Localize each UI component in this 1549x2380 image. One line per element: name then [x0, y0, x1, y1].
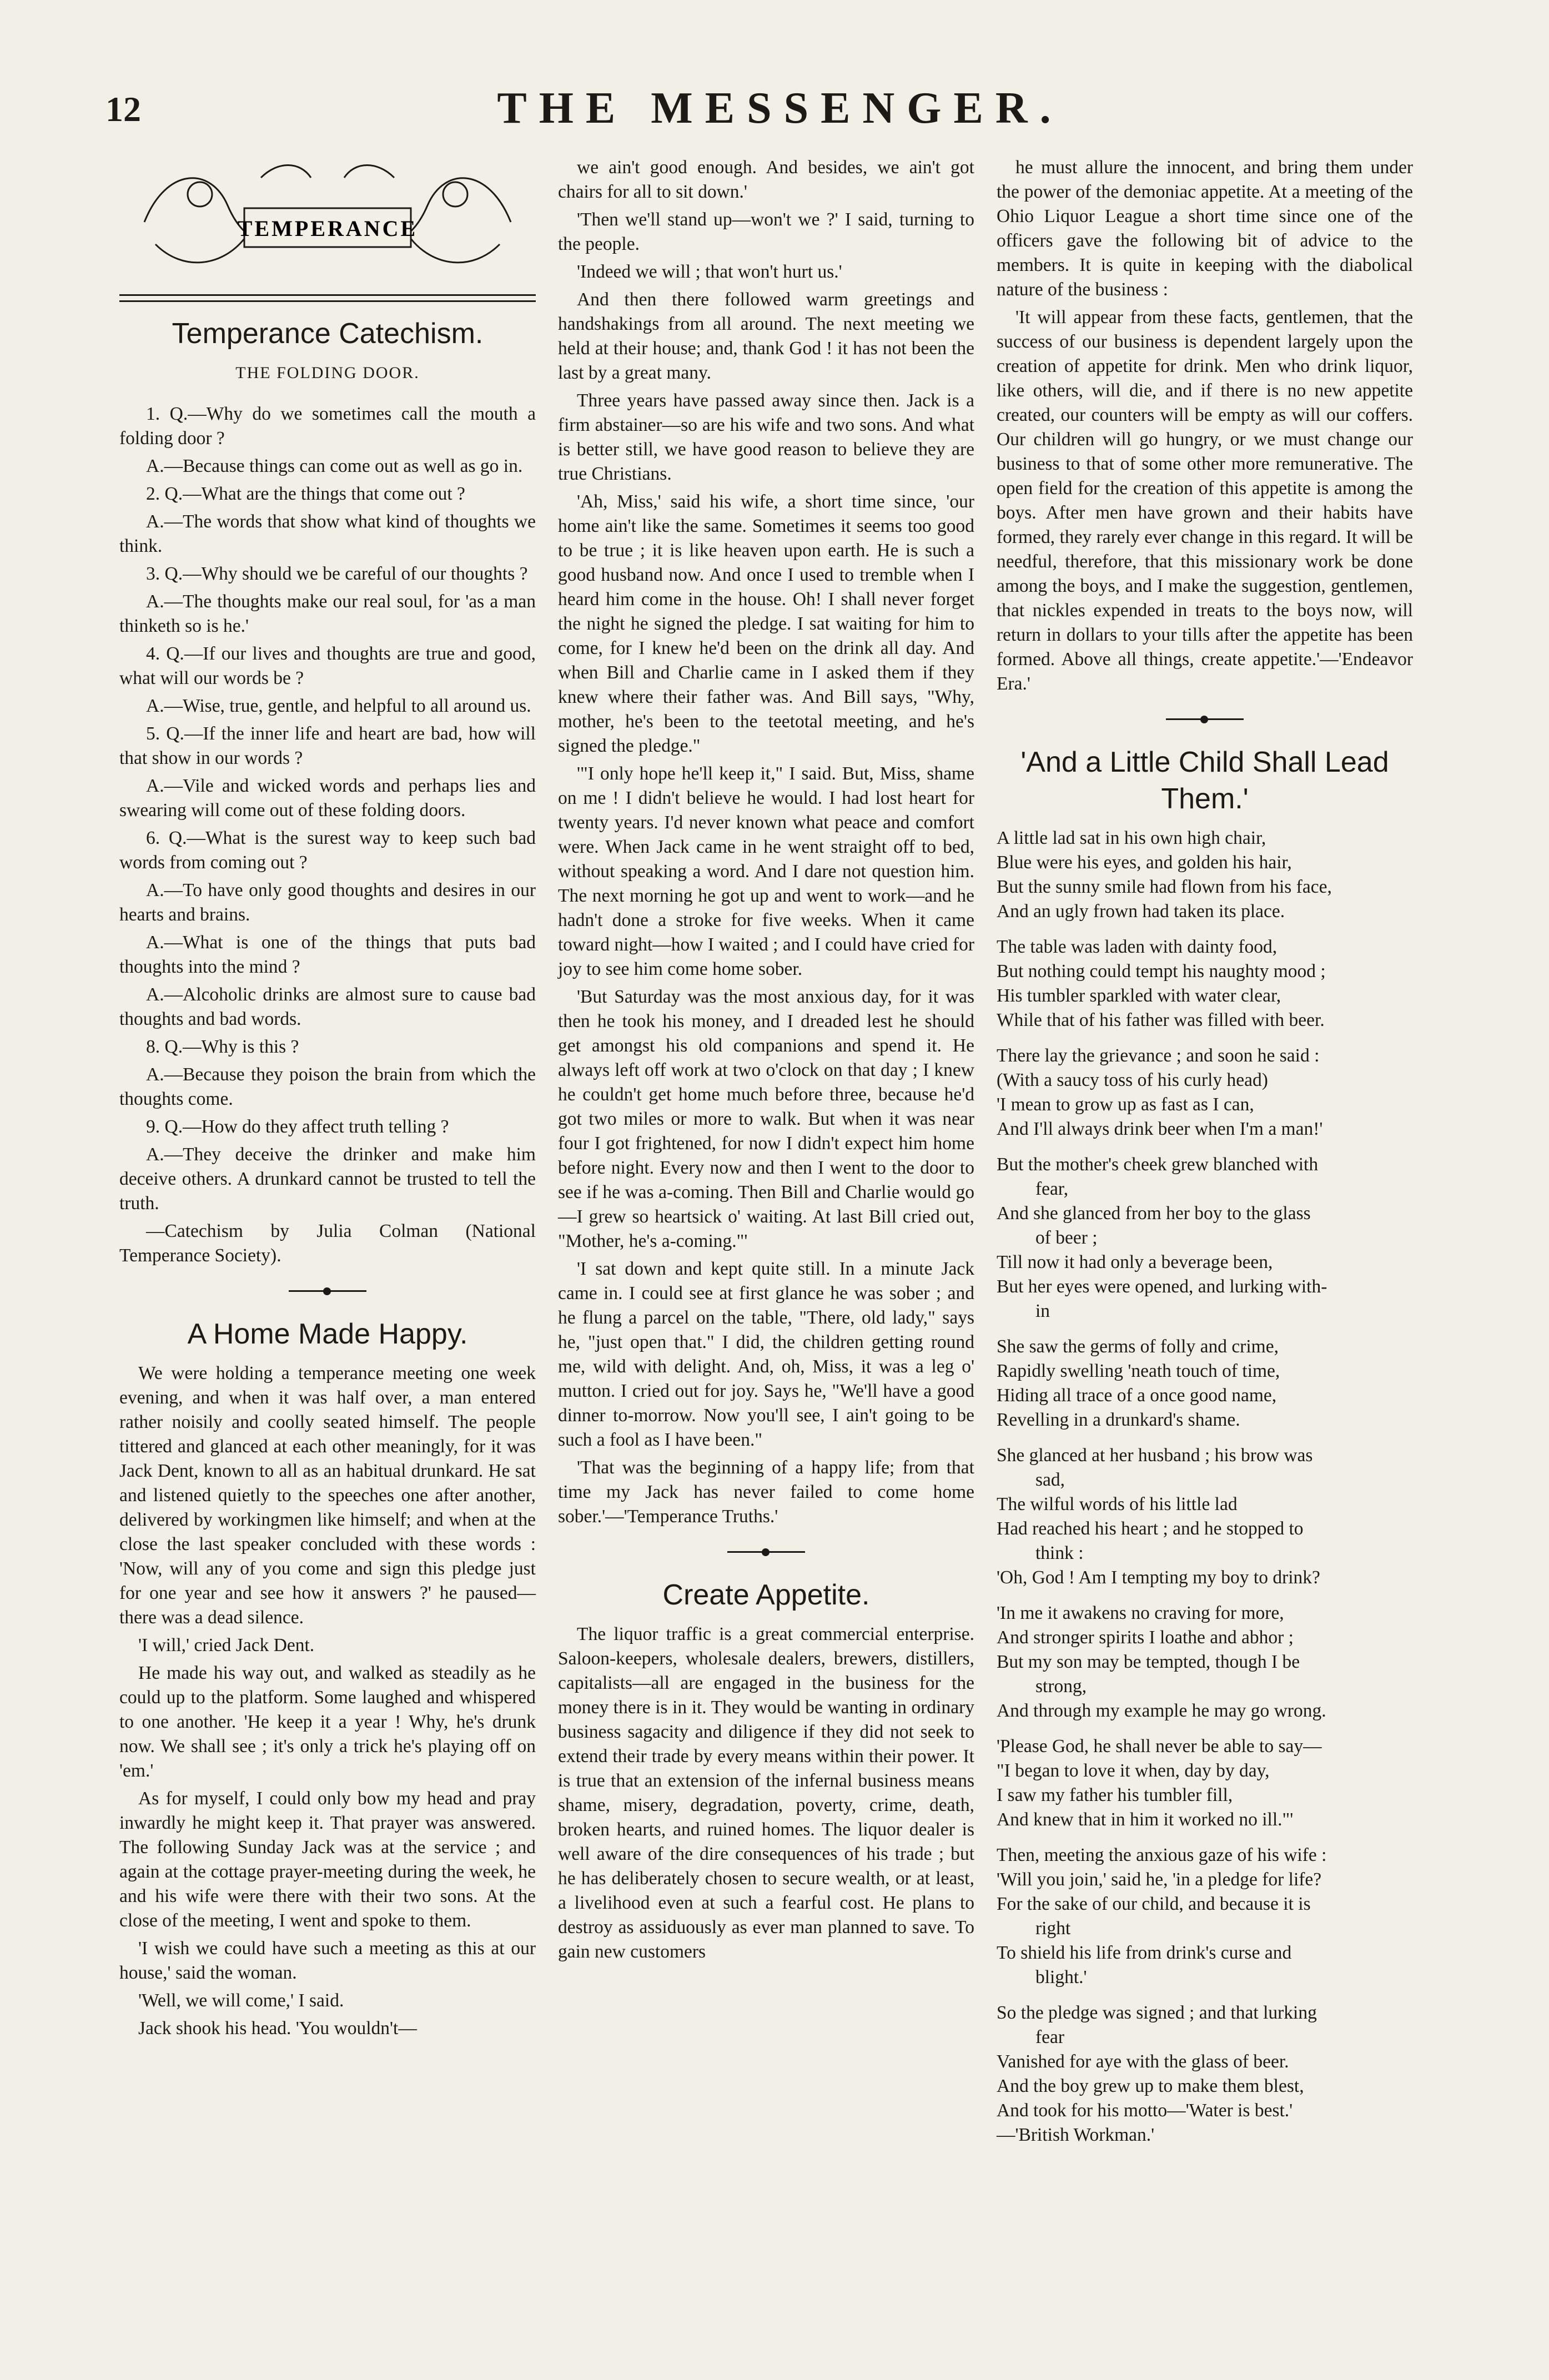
poem-line: And took for his motto—'Water is best.'	[997, 2100, 1293, 2121]
paragraph: 'Ah, Miss,' said his wife, a short time since, 'our home ain't like the same. Sometimes it seems too good to be true ; it is like heaven upon earth. He is such a good husband now. And once I used to tremble when I heard him come in the house. Oh! I shall never forget the night he signed the pledge. I sat waiting for him to come, for I knew he'd been on the drink all day. And when Bill and Charlie came in I asked them if they knew where their father was. And Bill says, "Why, mother, he's been to the teetotal meeting, and he's signed the pledge."	[558, 491, 974, 756]
poem-line: think :	[1035, 1543, 1084, 1563]
poem-stanza	[997, 1734, 1413, 1832]
paragraph: he must allure the innocent, and bring them under the power of the demoniac appetite. At a meeting of the Ohio Liquor League a short time since one of the officers gave the following bit of advice to the members. It is quite in keeping with the diabolical nature of the business :	[997, 157, 1413, 300]
poem-line: So the pledge was signed ; and that lurking	[997, 2002, 1317, 2023]
qa-line: 5. Q.—If the inner life and heart are bad, how will that show in our words ?	[119, 723, 536, 768]
poem-stanza	[997, 1443, 1413, 1590]
paragraph: 'I wish we could have such a meeting as this at our house,' said the woman.	[119, 1938, 536, 1983]
poem-stanza	[997, 1843, 1413, 1990]
qa-line: A.—Wise, true, gentle, and helpful to all around us.	[146, 696, 531, 716]
poem-line: Had reached his heart ; and he stopped to	[997, 1518, 1304, 1539]
poem-line: She glanced at her husband ; his brow was	[997, 1445, 1313, 1466]
poem-line: Hiding all trace of a once good name,	[997, 1385, 1277, 1406]
catechism-subtitle: THE FOLDING DOOR.	[235, 364, 420, 382]
poem-stanza	[997, 826, 1413, 924]
poem-line: I saw my father his tumbler fill,	[997, 1785, 1233, 1805]
poem-line: "I began to love it when, day by day,	[997, 1760, 1270, 1781]
poem-line: But my son may be tempted, though I be	[997, 1652, 1300, 1672]
poem-line: His tumbler sparkled with water clear,	[997, 985, 1281, 1006]
qa-line: 2. Q.—What are the things that come out ?	[146, 484, 465, 504]
poem-line: And through my example he may go wrong.	[997, 1700, 1326, 1721]
poem-line: She saw the germs of folly and crime,	[997, 1336, 1279, 1357]
poem-line: in	[1035, 1301, 1050, 1321]
poem-line: To shield his life from drink's curse and	[997, 1943, 1292, 1963]
catechism-qa	[119, 402, 536, 1268]
poem-line: And an ugly frown had taken its place.	[997, 901, 1285, 922]
temperance-ornament-banner	[133, 155, 522, 289]
poem-line: 'Oh, God ! Am I tempting my boy to drink?	[997, 1567, 1320, 1588]
poem-line: And she glanced from her boy to the glass	[997, 1203, 1311, 1224]
paragraph: 'That was the beginning of a happy life; from that time my Jack has never failed to come home sober.'—'Temperance Truths.'	[558, 1457, 974, 1527]
paragraph: 'Indeed we will ; that won't hurt us.'	[577, 261, 842, 282]
qa-line: A.—Vile and wicked words and perhaps lies and swearing will come out of these folding doors.	[119, 776, 536, 821]
poem-stanza	[997, 1044, 1413, 1141]
home-made-happy-title: A Home Made Happy.	[187, 1318, 468, 1350]
poem-line: 'Will you join,' said he, 'in a pledge for life?	[997, 1869, 1322, 1890]
paragraph: 'I sat down and kept quite still. In a minute Jack came in. I could see at first glance he was sober ; and he flung a parcel on the table, "There, old lady," says he, "just open that." I did, the children getting round me, wild with delight. And, oh, Miss, it was a leg o' mutton. I cried out for joy. Says he, "We'll have a good dinner to-morrow. Now you'll see, I ain't going to be such a fool as I have been."	[558, 1259, 974, 1450]
poem-line: strong,	[1035, 1676, 1087, 1697]
little-child-title: 'And a Little Child Shall Lead Them.'	[1020, 746, 1389, 815]
poem-stanza	[997, 1153, 1413, 1324]
poem-line: Blue were his eyes, and golden his hair,	[997, 852, 1292, 873]
qa-line: 9. Q.—How do they affect truth telling ?	[146, 1116, 449, 1137]
paragraph: we ain't good enough. And besides, we ain't got chairs for all to sit down.'	[558, 157, 974, 202]
poem-line: (With a saucy toss of his curly head)	[997, 1070, 1268, 1090]
paragraph: 'But Saturday was the most anxious day, for it was then he took his money, and I dreaded lest he should get amongst his old companions and spend it. He always left off work at two o'clock on that day ; I knew he couldn't get home much before three, because he'd got two miles or more to walk. But when it was near four I got frightened, for now I didn't expect him home before night. Every now and then I went to the door to see if he was a-coming. Then Bill and Charlie would go—I grew so heartsick o' waiting. At last Bill cried out, "Mother, he's a-coming."'	[558, 987, 974, 1251]
paragraph: He made his way out, and walked as steadily as he could up to the platform. Some laughed and whispered to one another. 'He keep it a year ! Why, he's drunk now. We shall see ; it's only a trick he's playing off on 'em.'	[119, 1663, 536, 1781]
poem-line: Revelling in a drunkard's shame.	[997, 1410, 1240, 1430]
poem-line: Vanished for aye with the glass of beer.	[997, 2051, 1289, 2072]
poem-line: Then, meeting the anxious gaze of his wife :	[997, 1845, 1327, 1865]
rule	[119, 294, 536, 296]
little-child-poem	[997, 826, 1413, 2147]
poem-line: 'Please God, he shall never be able to say—	[997, 1736, 1322, 1757]
poem-line: —'British Workman.'	[997, 2125, 1155, 2145]
poem-line: And stronger spirits I loathe and abhor ;	[997, 1627, 1294, 1648]
poem-line: fear	[1035, 2027, 1065, 2047]
qa-line: A.—The words that show what kind of thoughts we think.	[119, 511, 536, 556]
home-made-happy-body-part2	[558, 155, 974, 1529]
qa-line: 6. Q.—What is the surest way to keep such bad words from coming out ?	[119, 828, 536, 873]
paragraph: '"I only hope he'll keep it," I said. But, Miss, shame on me ! I didn't believe he would. I had lost heart for twenty years. I'd never known what peace and comfort were. When Jack came in he went straight off to bed, without speaking a word. And I dare not question him. The next morning he got up and went to work—and he hadn't done a stroke for five weeks. When it came toward night—how I waited ; and I could have cried for joy to see him come home sober.	[558, 763, 974, 979]
poem-line: Rapidly swelling 'neath touch of time,	[997, 1361, 1280, 1381]
poem-line: The wilful words of his little lad	[997, 1494, 1238, 1514]
paragraph: Jack shook his head. 'You wouldn't—	[138, 2018, 417, 2039]
create-appetite-body-part2	[997, 155, 1413, 696]
qa-line: A.—What is one of the things that puts bad thoughts into the mind ?	[119, 932, 536, 977]
paragraph: 'I will,' cried Jack Dent.	[138, 1635, 315, 1656]
page-number: 12	[105, 89, 141, 129]
paragraph: The liquor traffic is a great commercial enterprise. Saloon-keepers, wholesale dealers, brewers, distillers, capitalists—all are engaged in the business for the money there is in it. They would be wanting in ordinary business sagacity and diligence if they did not seek to extend their trade by every means within their power. It is true that an extension of the infernal business means shame, misery, degradation, poverty, crime, death, broken hearts, and ruined homes. The liquor dealer is well aware of the dire consequences of his trade ; but he has deliberately chosen to secure wealth, or at least, a livelihood even at such a fearful cost. He plans to destroy as assiduously as ever man planned to save. To gain new customers	[558, 1624, 974, 1962]
section-divider	[997, 708, 1413, 731]
poem-line: Till now it had only a beverage been,	[997, 1252, 1273, 1272]
qa-line: A.—The thoughts make our real soul, for 'as a man thinketh so is he.'	[119, 591, 536, 636]
poem-stanza	[997, 2001, 1413, 2147]
create-appetite-body-part1	[558, 1622, 974, 1964]
paragraph: And then there followed warm greetings and handshakings from all around. The next meeting we held at their house; and, thank God ! it has not been the last by a great many.	[558, 289, 974, 383]
paragraph: We were holding a temperance meeting one week evening, and when it was half over, a man entered rather noisily and coolly seated himself. The people tittered and glanced at each other meaningly, for it was Jack Dent, known to all as an habitual drunkard. He sat and listened quietly to the speeches one after another, delivered by workingmen like himself; and when at the close the last speaker concluded with these words : 'Now, will any of you come and sign this pledge just for one year and see how it answers ?' he paused—there was a dead silence.	[119, 1363, 536, 1628]
poem-line: And knew that in him it worked no ill."'	[997, 1809, 1294, 1830]
paragraph: 'Well, we will come,' I said.	[138, 1990, 344, 2011]
poem-line: For the sake of our child, and because it is	[997, 1894, 1311, 1914]
poem-line: A little lad sat in his own high chair,	[997, 828, 1266, 848]
column-2	[558, 155, 974, 1968]
poem-line: And the boy grew up to make them blest,	[997, 2076, 1304, 2096]
column-1	[119, 155, 536, 2044]
home-made-happy-body-part1	[119, 1361, 536, 2041]
poem-stanza	[997, 1601, 1413, 1723]
qa-line: 1. Q.—Why do we sometimes call the mouth a folding door ?	[119, 404, 536, 449]
rule	[119, 300, 536, 302]
section-divider	[558, 1541, 974, 1563]
qa-line: A.—To have only good thoughts and desires in our hearts and brains.	[119, 880, 536, 925]
column-3	[997, 155, 1413, 2158]
poem-line: But her eyes were opened, and lurking with-	[997, 1276, 1327, 1297]
ornament-scroll-icon	[133, 155, 522, 289]
poem-line: But the sunny smile had flown from his face,	[997, 877, 1332, 897]
paragraph: 'It will appear from these facts, gentlemen, that the success of our business is dependent largely upon the creation of appetite for drink. Men who drink liquor, like others, will die, and if there is no new appetite created, our counters will be empty as will our coffers. Our children will go hungry, or we must change our business to that of some other more remunerative. The open field for the creation of this appetite is among the boys. After men have grown and their habits have formed, they rarely ever change in this regard. It will be needful, therefore, that this missionary work be done among the boys, and I make the suggestion, gentlemen, that nickles expended in treats to the boys now, will return in dollars to your tills after the appetite has been formed. Above all things, create appetite.'—'Endeavor Era.'	[997, 307, 1413, 694]
poem-line: 'I mean to grow up as fast as I can,	[997, 1094, 1254, 1115]
poem-line: of beer ;	[1035, 1227, 1098, 1248]
qa-line: A.—Because they poison the brain from which the thoughts come.	[119, 1064, 536, 1109]
qa-line: A.—Alcoholic drinks are almost sure to cause bad thoughts and bad words.	[119, 984, 536, 1029]
page-header	[105, 83, 1455, 144]
poem-stanza	[997, 935, 1413, 1033]
poem-line: The table was laden with dainty food,	[997, 937, 1278, 957]
poem-line: right	[1035, 1918, 1071, 1939]
ornament-label: TEMPERANCE	[237, 216, 418, 241]
qa-line: 3. Q.—Why should we be careful of our thoughts ?	[146, 563, 528, 584]
paragraph: 'Then we'll stand up—won't we ?' I said, turning to the people.	[558, 209, 974, 254]
poem-line: sad,	[1035, 1470, 1065, 1490]
paragraph: As for myself, I could only bow my head and pray inwardly he might keep it. That prayer was answered. The following Sunday Jack was at the service ; and again at the cottage prayer-meeting during the week, he and his wife were there with their two sons. At the close of the meeting, I went and spoke to them.	[119, 1788, 536, 1931]
qa-line: A.—They deceive the drinker and make him deceive others. A drunkard cannot be trusted to tell the truth.	[119, 1144, 536, 1214]
paragraph: Three years have passed away since then. Jack is a firm abstainer—so are his wife and two sons. And what is better still, we have good reason to believe they are true Christians.	[558, 390, 974, 484]
poem-stanza	[997, 1335, 1413, 1432]
create-appetite-title: Create Appetite.	[662, 1579, 870, 1611]
qa-line: 4. Q.—If our lives and thoughts are true and good, what will our words be ?	[119, 643, 536, 688]
section-divider	[119, 1280, 536, 1302]
qa-line: A.—Because things can come out as well as go in.	[146, 456, 523, 476]
poem-line: But nothing could tempt his naughty mood ;	[997, 961, 1326, 982]
catechism-title: Temperance Catechism.	[172, 318, 484, 350]
poem-line: fear,	[1035, 1179, 1069, 1199]
poem-line: But the mother's cheek grew blanched with	[997, 1154, 1319, 1175]
poem-line: While that of his father was filled with beer.	[997, 1010, 1325, 1030]
poem-line: blight.'	[1035, 1967, 1087, 1987]
catechism-credit: —Catechism by Julia Colman (National Temperance Society).	[119, 1221, 536, 1266]
poem-line: And I'll always drink beer when I'm a man!'	[997, 1119, 1323, 1139]
qa-line: 8. Q.—Why is this ?	[146, 1036, 299, 1057]
poem-line: There lay the grievance ; and soon he said :	[997, 1045, 1320, 1066]
masthead-title: THE MESSENGER.	[497, 84, 1063, 133]
poem-line: 'In me it awakens no craving for more,	[997, 1603, 1284, 1623]
